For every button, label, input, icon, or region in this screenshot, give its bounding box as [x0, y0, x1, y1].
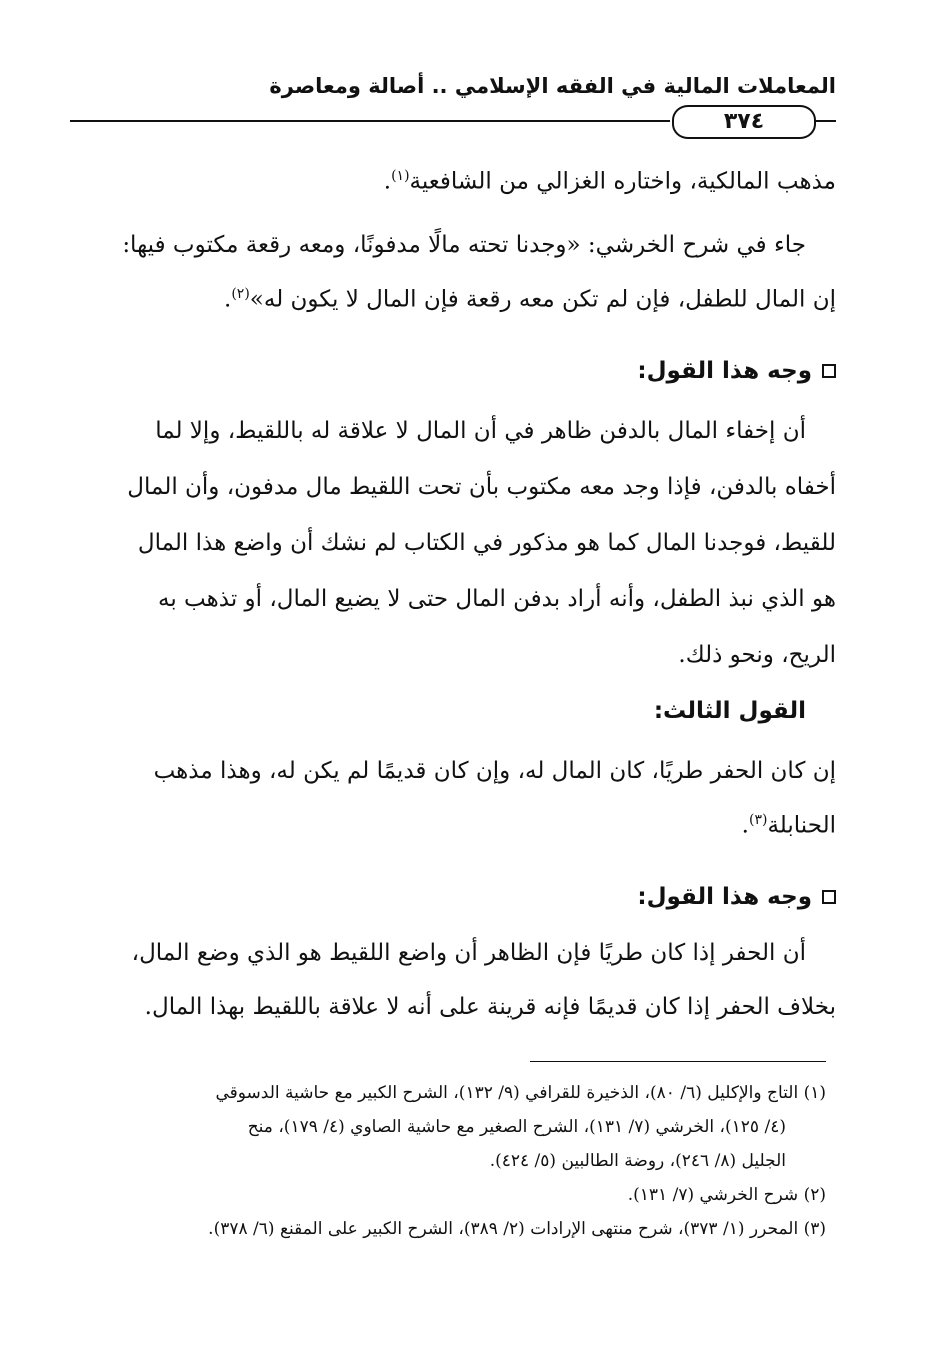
footnote-ref[interactable]: (٣) [748, 812, 768, 828]
line-text: أن الحفر إذا كان طريًا فإن الظاهر أن واضع اللقيط هو الذي وضع المال، [131, 940, 806, 966]
footnote-ref[interactable]: (٢) [231, 286, 250, 302]
line-text: جاء في شرح الخرشي: «وجدنا تحته مالًا مدفونًا، ومعه رقعة مكتوب فيها: [122, 232, 806, 258]
heading-text: وجه هذا القول: [637, 358, 812, 384]
footnote-2: (٢) شرح الخرشي (٧/ ١٣١). [627, 1185, 826, 1205]
footnote-separator [530, 1061, 826, 1062]
text-line [155, 418, 806, 444]
line-end: . [383, 168, 392, 195]
text-line [678, 642, 836, 668]
footnote-1-line-3: الجليل (٨/ ٢٤٦)، روضة الطالبين (٥/ ٤٢٤). [489, 1151, 786, 1171]
text-line [158, 586, 836, 612]
text-line [224, 286, 836, 313]
header-rule-right [816, 120, 836, 122]
footnotes [60, 1076, 826, 1246]
square-bullet-icon [822, 364, 836, 378]
footnote-1-line-2: (٤/ ١٢٥)، الخرشي (٧/ ١٣١)، الشرح الصغير مع حاشية الصاوي (٤/ ١٧٩)، منح [247, 1117, 786, 1137]
line-text: للقيط، فوجدنا المال كما هو مذكور في الكتاب لم نشك أن واضع هذا المال [137, 530, 836, 556]
text-line [138, 530, 836, 556]
line-text: هو الذي نبذ الطفل، وأنه أراد بدفن المال حتى لا يضيع المال، أو تذهب به [158, 586, 836, 612]
line-text: إن كان الحفر طريًا، كان المال له، وإن كان قديمًا لم يكن له، وهذا مذهب [153, 758, 836, 784]
text-line [742, 812, 836, 839]
header-rule-left [70, 120, 670, 122]
heading-text: القول الثالث: [653, 698, 806, 724]
text-line [132, 940, 806, 966]
line-end: . [741, 812, 749, 839]
footnote-3: (٣) المحرر (١/ ٣٧٣)، شرح منتهى الإرادات (٢/ ٣٨٩)، الشرح الكبير على المقنع (٦/ ٣٧٨). [208, 1219, 826, 1239]
square-bullet-icon [822, 890, 836, 904]
heading-text: وجه هذا القول: [637, 884, 812, 910]
text-line [127, 474, 836, 500]
footnote-ref[interactable]: (١) [391, 168, 410, 184]
line-text: الحنابلة [767, 812, 836, 839]
section-heading [637, 358, 836, 384]
line-text: بخلاف الحفر إذا كان قديمًا فإنه قرينة على أنه لا علاقة باللقيط بهذا المال. [144, 994, 836, 1020]
line-text: أن إخفاء المال بالدفن ظاهر في أن المال لا علاقة له باللقيط، وإلا لما [155, 418, 806, 444]
text-line [122, 232, 806, 258]
page-header [70, 72, 836, 136]
line-text: أخفاه بالدفن، فإذا وجد معه مكتوب بأن تحت اللقيط مال مدفون، وأن المال [127, 474, 836, 500]
line-text: الريح، ونحو ذلك. [678, 642, 836, 668]
text-line [384, 168, 836, 195]
main-text [64, 160, 836, 1040]
text-line [154, 758, 836, 784]
page-number: ٣٧٤ [672, 105, 816, 139]
running-title: المعاملات المالية في الفقه الإسلامي .. أصالة ومعاصرة [269, 74, 836, 98]
section-heading [637, 884, 836, 910]
section-heading [654, 698, 806, 724]
footnote-1-line-1: (١) التاج والإكليل (٦/ ٨٠)، الذخيرة للقرافي (٩/ ١٣٢)، الشرح الكبير مع حاشية الدسوقي [215, 1083, 826, 1103]
line-end: . [224, 286, 232, 313]
line-text: مذهب المالكية، واختاره الغزالي من الشافعية [409, 168, 836, 195]
text-line [145, 994, 836, 1020]
line-text: إن المال للطفل، فإن لم تكن معه رقعة فإن المال لا يكون له» [249, 286, 836, 313]
